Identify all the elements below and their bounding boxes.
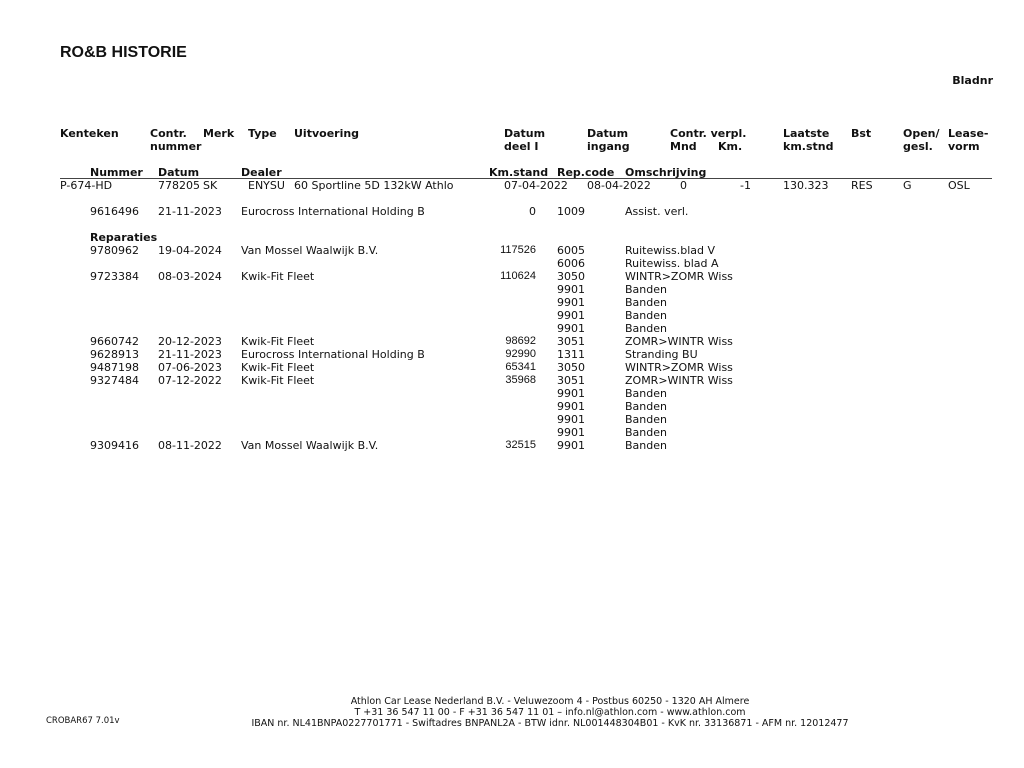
repair-code: 9901 bbox=[557, 439, 585, 452]
col-datum-deel-2: deel I bbox=[504, 140, 539, 153]
col-datum-deel: Datum bbox=[504, 127, 546, 140]
repair-code: 9901 bbox=[557, 426, 585, 439]
col-datum-ingang-2: ingang bbox=[587, 140, 630, 153]
repair-code: 9901 bbox=[557, 296, 585, 309]
version-code: CROBAR67 7.01v bbox=[46, 716, 120, 726]
repair-omschrijving: Banden bbox=[625, 413, 667, 426]
repair-dealer: Kwik-Fit Fleet bbox=[241, 361, 315, 374]
repair-omschrijving: Ruitewiss. blad A bbox=[625, 257, 719, 270]
col-laatste-2: km.stnd bbox=[783, 140, 834, 153]
repair-datum: 20-12-2023 bbox=[158, 335, 222, 348]
repair-omschrijving: WINTR>ZOMR Wiss bbox=[625, 270, 733, 283]
assist-kmstand: 0 bbox=[529, 205, 536, 218]
col-kmstand: Km.stand bbox=[489, 166, 549, 179]
repair-omschrijving: Stranding BU bbox=[625, 348, 698, 361]
footer-contact: T +31 36 547 11 00 - F +31 36 547 11 01 – info.nl@athlon.com - www.athlon.com bbox=[354, 707, 746, 718]
repair-code: 6006 bbox=[557, 257, 585, 270]
col-type: Type bbox=[248, 127, 277, 140]
repair-nummer: 9327484 bbox=[90, 374, 139, 387]
repair-code: 3051 bbox=[557, 335, 585, 348]
repair-nummer: 9660742 bbox=[90, 335, 139, 348]
footer-bank: IBAN nr. NL41BNPA0227701771 - Swiftadres BNPANL2A - BTW idnr. NL001448304B01 - KvK nr. 33136871 - AFM nr. 12012477 bbox=[251, 718, 849, 729]
vehicle-kenteken: P-674-HD bbox=[60, 179, 113, 192]
vehicle-bst: RES bbox=[851, 179, 873, 192]
vehicle-laatste-km: 130.323 bbox=[783, 179, 829, 192]
repair-omschrijving: ZOMR>WINTR Wiss bbox=[625, 374, 733, 387]
repair-omschrijving: Banden bbox=[625, 283, 667, 296]
repair-code: 6005 bbox=[557, 244, 585, 257]
repair-nummer: 9723384 bbox=[90, 270, 139, 283]
vehicle-datum-ingang: 08-04-2022 bbox=[587, 179, 651, 192]
page-title: RO&B HISTORIE bbox=[60, 44, 187, 61]
col-contr: Contr. bbox=[150, 127, 187, 140]
col-nummer: Nummer bbox=[90, 166, 143, 179]
col-laatste: Laatste bbox=[783, 127, 830, 140]
col-contr-verpl: Contr. verpl. bbox=[670, 127, 747, 140]
repair-datum: 08-03-2024 bbox=[158, 270, 222, 283]
vehicle-datum-deel: 07-04-2022 bbox=[504, 179, 568, 192]
bladnr-label: Bladnr bbox=[952, 74, 993, 87]
assist-dealer: Eurocross International Holding B bbox=[241, 205, 425, 218]
vehicle-contract: 778205 bbox=[158, 179, 200, 192]
repair-nummer: 9628913 bbox=[90, 348, 139, 361]
repair-datum: 21-11-2023 bbox=[158, 348, 222, 361]
assist-repcode: 1009 bbox=[557, 205, 585, 218]
assist-omschrijving: Assist. verl. bbox=[625, 205, 689, 218]
repair-omschrijving: ZOMR>WINTR Wiss bbox=[625, 335, 733, 348]
repair-kmstand: 117526 bbox=[500, 244, 536, 256]
repair-code: 9901 bbox=[557, 413, 585, 426]
vehicle-open: G bbox=[903, 179, 912, 192]
repair-datum: 07-06-2023 bbox=[158, 361, 222, 374]
repair-omschrijving: Banden bbox=[625, 296, 667, 309]
repair-kmstand: 65341 bbox=[505, 361, 536, 373]
vehicle-merk: SK bbox=[203, 179, 218, 192]
repair-dealer: Kwik-Fit Fleet bbox=[241, 374, 315, 387]
repair-kmstand: 98692 bbox=[505, 335, 536, 347]
repair-dealer: Van Mossel Waalwijk B.V. bbox=[241, 439, 379, 452]
repair-dealer: Eurocross International Holding B bbox=[241, 348, 425, 361]
repair-omschrijving: Banden bbox=[625, 400, 667, 413]
repair-code: 9901 bbox=[557, 322, 585, 335]
col-kenteken: Kenteken bbox=[60, 127, 119, 140]
repair-code: 3051 bbox=[557, 374, 585, 387]
col-lease-2: vorm bbox=[948, 140, 980, 153]
repair-nummer: 9487198 bbox=[90, 361, 139, 374]
repair-code: 1311 bbox=[557, 348, 585, 361]
repair-datum: 19-04-2024 bbox=[158, 244, 222, 257]
col-uitvoering: Uitvoering bbox=[294, 127, 360, 140]
col-repcode: Rep.code bbox=[557, 166, 615, 179]
repair-dealer: Van Mossel Waalwijk B.V. bbox=[241, 244, 379, 257]
repair-code: 9901 bbox=[557, 309, 585, 322]
footer-address: Athlon Car Lease Nederland B.V. - Veluwezoom 4 - Postbus 60250 - 1320 AH Almere bbox=[350, 696, 750, 707]
col-open: Open/ bbox=[903, 127, 940, 140]
repair-omschrijving: Banden bbox=[625, 387, 667, 400]
col-mnd: Mnd bbox=[670, 140, 697, 153]
repair-code: 3050 bbox=[557, 270, 585, 283]
repair-omschrijving: Banden bbox=[625, 309, 667, 322]
repair-omschrijving: Ruitewiss.blad V bbox=[625, 244, 716, 257]
repair-dealer: Kwik-Fit Fleet bbox=[241, 270, 315, 283]
vehicle-lease: OSL bbox=[948, 179, 970, 192]
repair-nummer: 9309416 bbox=[90, 439, 139, 452]
vehicle-uitvoering: 60 Sportline 5D 132kW Athlo bbox=[294, 179, 454, 192]
repair-kmstand: 92990 bbox=[505, 348, 536, 360]
repair-dealer: Kwik-Fit Fleet bbox=[241, 335, 315, 348]
assist-datum: 21-11-2023 bbox=[158, 205, 222, 218]
repair-kmstand: 35968 bbox=[505, 374, 536, 386]
repair-code: 3050 bbox=[557, 361, 585, 374]
reparaties-label: Reparaties bbox=[90, 231, 158, 244]
col-km: Km. bbox=[718, 140, 743, 153]
col-bst: Bst bbox=[851, 127, 872, 140]
repair-nummer: 9780962 bbox=[90, 244, 139, 257]
vehicle-km: -1 bbox=[740, 179, 751, 192]
repair-datum: 08-11-2022 bbox=[158, 439, 222, 452]
vehicle-type: ENYSU bbox=[248, 179, 285, 192]
col-dealer: Dealer bbox=[241, 166, 282, 179]
repair-datum: 07-12-2022 bbox=[158, 374, 222, 387]
col-open-2: gesl. bbox=[903, 140, 933, 153]
vehicle-mnd: 0 bbox=[680, 179, 687, 192]
repair-code: 9901 bbox=[557, 400, 585, 413]
col-contr-nummer: nummer bbox=[150, 140, 202, 153]
col-datum-ingang: Datum bbox=[587, 127, 629, 140]
col-merk: Merk bbox=[203, 127, 235, 140]
repair-omschrijving: Banden bbox=[625, 322, 667, 335]
repair-omschrijving: Banden bbox=[625, 439, 667, 452]
col-omschrijving: Omschrijving bbox=[625, 166, 707, 179]
repair-omschrijving: Banden bbox=[625, 426, 667, 439]
repair-code: 9901 bbox=[557, 283, 585, 296]
col-datum: Datum bbox=[158, 166, 200, 179]
repair-kmstand: 32515 bbox=[505, 439, 536, 451]
repair-kmstand: 110624 bbox=[500, 270, 536, 282]
col-lease: Lease- bbox=[948, 127, 989, 140]
repair-omschrijving: WINTR>ZOMR Wiss bbox=[625, 361, 733, 374]
repair-code: 9901 bbox=[557, 387, 585, 400]
assist-nummer: 9616496 bbox=[90, 205, 139, 218]
